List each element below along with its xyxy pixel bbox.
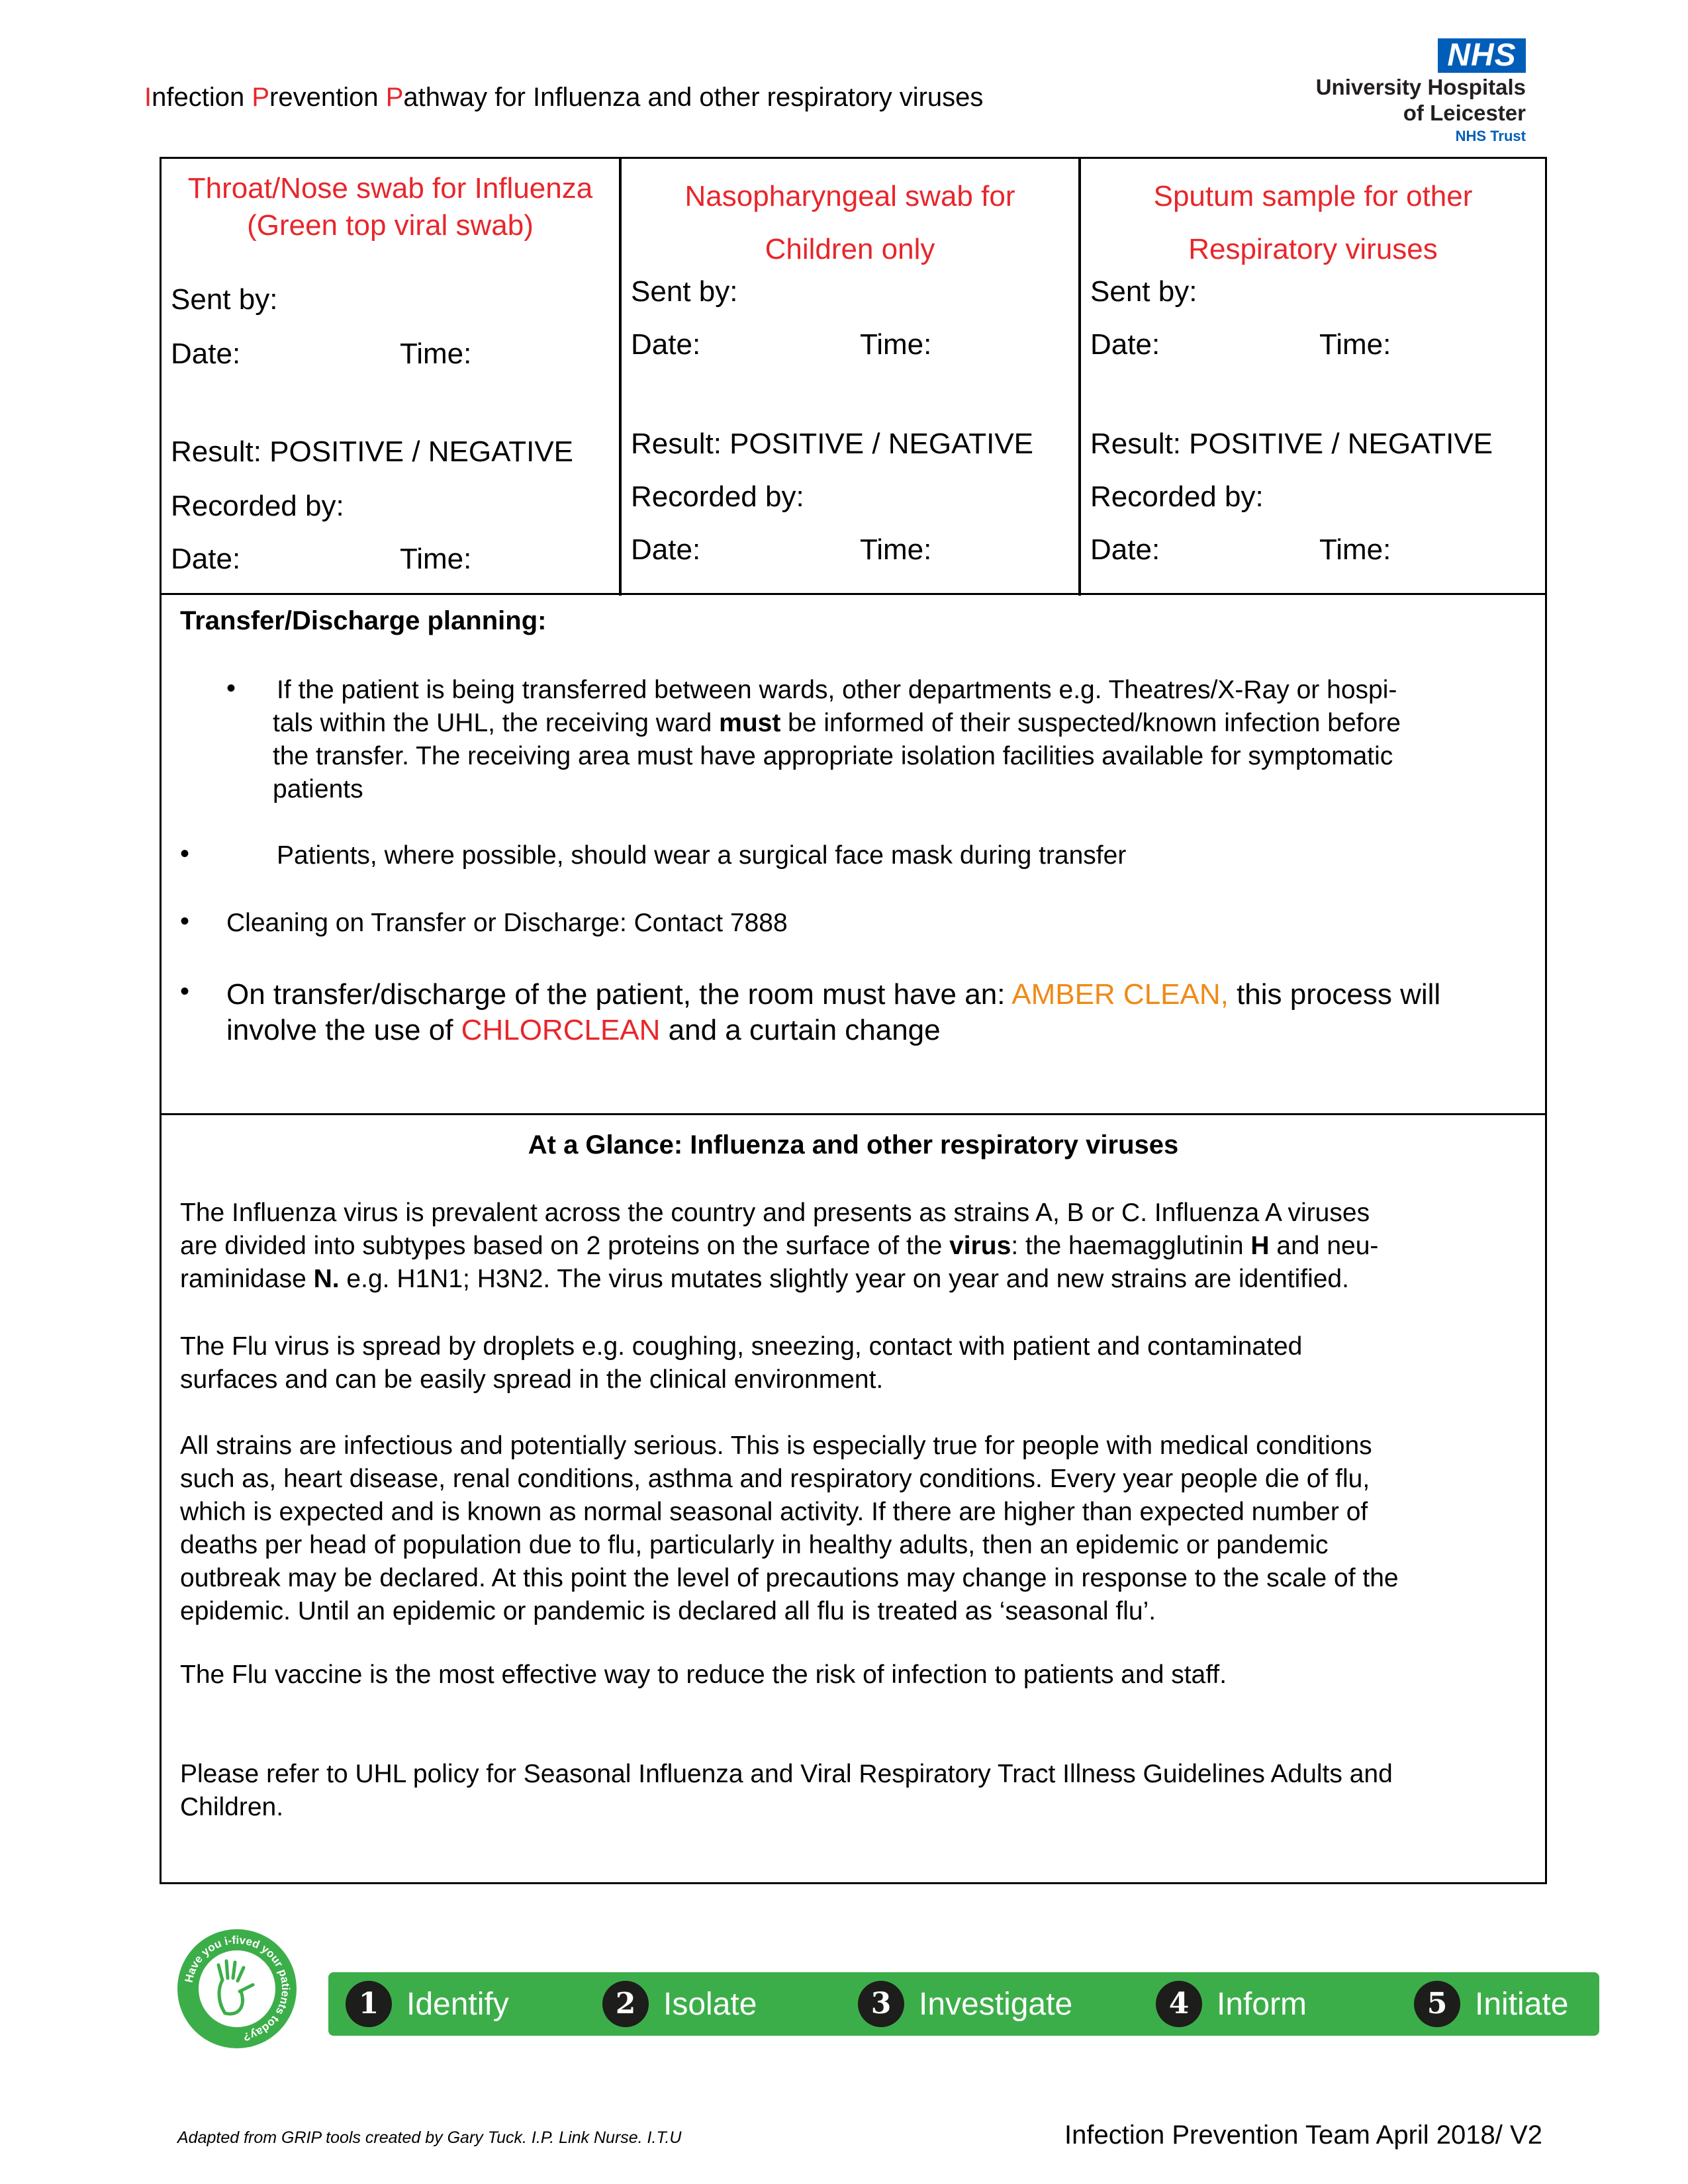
sent-by-field[interactable]: Sent by: [171,283,278,316]
date-field[interactable]: Date: [1090,328,1160,361]
result-field[interactable]: Result: POSITIVE / NEGATIVE [631,428,1034,460]
glance-p3-line1: All strains are infectious and potentially serious. This is especially true for people with medical conditions [180,1432,1372,1460]
column-title-line2: Respiratory viruses [1188,233,1438,265]
bullet-2-dot: • [180,839,190,868]
glance-paragraph-4: The Flu vaccine is the most effective way to reduce the risk of infection to patients and staff. [180,1661,1227,1689]
time-field[interactable]: Time: [1319,328,1391,361]
glance-p3-line6: epidemic. Until an epidemic or pandemic is declared all flu is treated as ‘seasonal flu’. [180,1597,1156,1625]
column-title-line1: Nasopharyngeal swab for [684,180,1015,212]
page-title: Infection Prevention Pathway for Influenza and other respiratory viruses [144,83,984,112]
transfer-bullet-2: Patients, where possible, should wear a surgical face mask during transfer [277,841,1127,870]
svg-text:Have you i-fived your patients: Have you i-fived your patients today? [182,1933,293,2044]
bullet-1-line3: the transfer. The receiving area must have appropriate isolation facilities available for symptomatic [273,742,1393,770]
step-identify [346,1972,509,2036]
nhs-logo [1274,38,1526,148]
steps-bar [328,1972,1599,2036]
result-field[interactable]: Result: POSITIVE / NEGATIVE [171,435,574,468]
result-field[interactable]: Result: POSITIVE / NEGATIVE [1090,428,1493,460]
org-name-line1: University Hospitals [1315,75,1526,99]
time-field[interactable]: Time: [860,328,932,361]
glance-p5-line2: Children. [180,1793,284,1821]
date-field-2[interactable]: Date: [631,533,701,566]
bullet-4-dot: • [180,977,190,1006]
step-number: 3 [858,1981,904,2027]
step-number: 2 [602,1981,649,2027]
sent-by-field[interactable]: Sent by: [1090,275,1197,308]
time-field[interactable]: Time: [400,338,472,370]
glance-p3-line3: which is expected and is known as normal seasonal activity. If there are higher than expected number of [180,1498,1368,1526]
recorded-by-field[interactable]: Recorded by: [1090,480,1264,513]
step-initiate [1414,1972,1568,2036]
bullet-1-line1: If the patient is being transferred between wards, other departments e.g. Theatres/X-Ray or hospi- [277,676,1397,704]
column-title [1081,170,1545,276]
glance-paragraph-1 [180,1197,1537,1296]
glance-p5-line1: Please refer to UHL policy for Seasonal Influenza and Viral Respiratory Tract Illness Guidelines Adults and [180,1760,1393,1788]
date-field-2[interactable]: Date: [1090,533,1160,566]
glance-p3-line4: deaths per head of population due to flu, particularly in healthy adults, then an epidemic or pandemic [180,1531,1329,1559]
recorded-by-field[interactable]: Recorded by: [171,490,344,522]
bullet-1-line2: tals within the UHL, the receiving ward must be informed of their suspected/known infection before [273,709,1401,737]
glance-p1-line2: are divided into subtypes based on 2 proteins on the surface of the virus: the haemagglutinin H and neu- [180,1232,1379,1260]
swab-column-nasopharyngeal [622,159,1078,596]
glance-p1-line1: The Influenza virus is prevalent across the country and presents as strains A, B or C. Influenza A viruses [180,1199,1370,1227]
step-inform [1156,1972,1307,2036]
org-name-line2: of Leicester [1403,101,1526,125]
i-five-badge [177,1929,297,2048]
footer-version: Infection Prevention Team April 2018/ V2 [1064,2120,1542,2150]
org-name-line3: NHS Trust [1455,128,1526,144]
glance-section-title: At a Glance: Influenza and other respiratory viruses [528,1130,1179,1160]
glance-p1-line3: raminidase N. e.g. H1N1; H3N2. The virus mutates slightly year on year and new strains are identified. [180,1265,1349,1293]
column-title-line1: Sputum sample for other [1153,180,1473,212]
recorded-by-field[interactable]: Recorded by: [631,480,804,513]
transfer-bullet-4 [226,977,1537,1048]
sent-by-field[interactable]: Sent by: [631,275,738,308]
step-label: Initiate [1475,1986,1569,2022]
column-title [622,170,1078,276]
step-number: 4 [1156,1981,1202,2027]
bullet-4-line1: On transfer/discharge of the patient, the room must have an: AMBER CLEAN, this process will [226,978,1441,1011]
column-title [162,170,619,244]
time-field-2[interactable]: Time: [400,543,472,575]
step-label: Inform [1217,1986,1307,2022]
glance-p2-line1: The Flu virus is spread by droplets e.g. coughing, sneezing, contact with patient and contaminated [180,1332,1303,1361]
swab-column-sputum [1081,159,1545,596]
column-title-line2: Children only [765,233,935,265]
hand-icon [199,1950,275,2027]
step-isolate [602,1972,757,2036]
bullet-4-line2: involve the use of CHLORCLEAN and a curtain change [226,1014,941,1046]
glance-p3-line2: such as, heart disease, renal conditions, asthma and respiratory conditions. Every year people die of flu, [180,1465,1370,1493]
transfer-bullet-3: Cleaning on Transfer or Discharge: Contact 7888 [226,909,788,937]
bullet-1-dot: • [226,674,236,703]
row-divider-2 [160,1113,1547,1115]
date-field[interactable]: Date: [631,328,701,361]
glance-paragraph-3 [180,1430,1544,1628]
step-investigate [858,1972,1072,2036]
date-field[interactable]: Date: [171,338,241,370]
transfer-bullet-1 [273,674,1530,806]
glance-paragraph-2 [180,1330,1537,1396]
transfer-section-title: Transfer/Discharge planning: [180,606,547,635]
column-title-line1: Throat/Nose swab for Influenza [187,172,593,205]
bullet-1-line4: patients [273,775,363,803]
glance-p3-line5: outbreak may be declared. At this point the level of precautions may change in response to the scale of the [180,1564,1399,1592]
nhs-badge: NHS [1438,38,1526,73]
column-title-line2: (Green top viral swab) [247,209,534,242]
swab-column-throat [162,159,619,596]
time-field-2[interactable]: Time: [1319,533,1391,566]
step-label: Isolate [663,1986,757,2022]
step-label: Investigate [919,1986,1073,2022]
date-field-2[interactable]: Date: [171,543,241,575]
time-field-2[interactable]: Time: [860,533,932,566]
step-number: 5 [1414,1981,1460,2027]
bullet-3-dot: • [180,907,190,936]
step-label: Identify [406,1986,509,2022]
footer-attribution: Adapted from GRIP tools created by Gary Tuck. I.P. Link Nurse. I.T.U [177,2128,682,2147]
glance-p2-line2: surfaces and can be easily spread in the clinical environment. [180,1365,884,1394]
glance-paragraph-5 [180,1758,1544,1824]
step-number: 1 [346,1981,392,2027]
